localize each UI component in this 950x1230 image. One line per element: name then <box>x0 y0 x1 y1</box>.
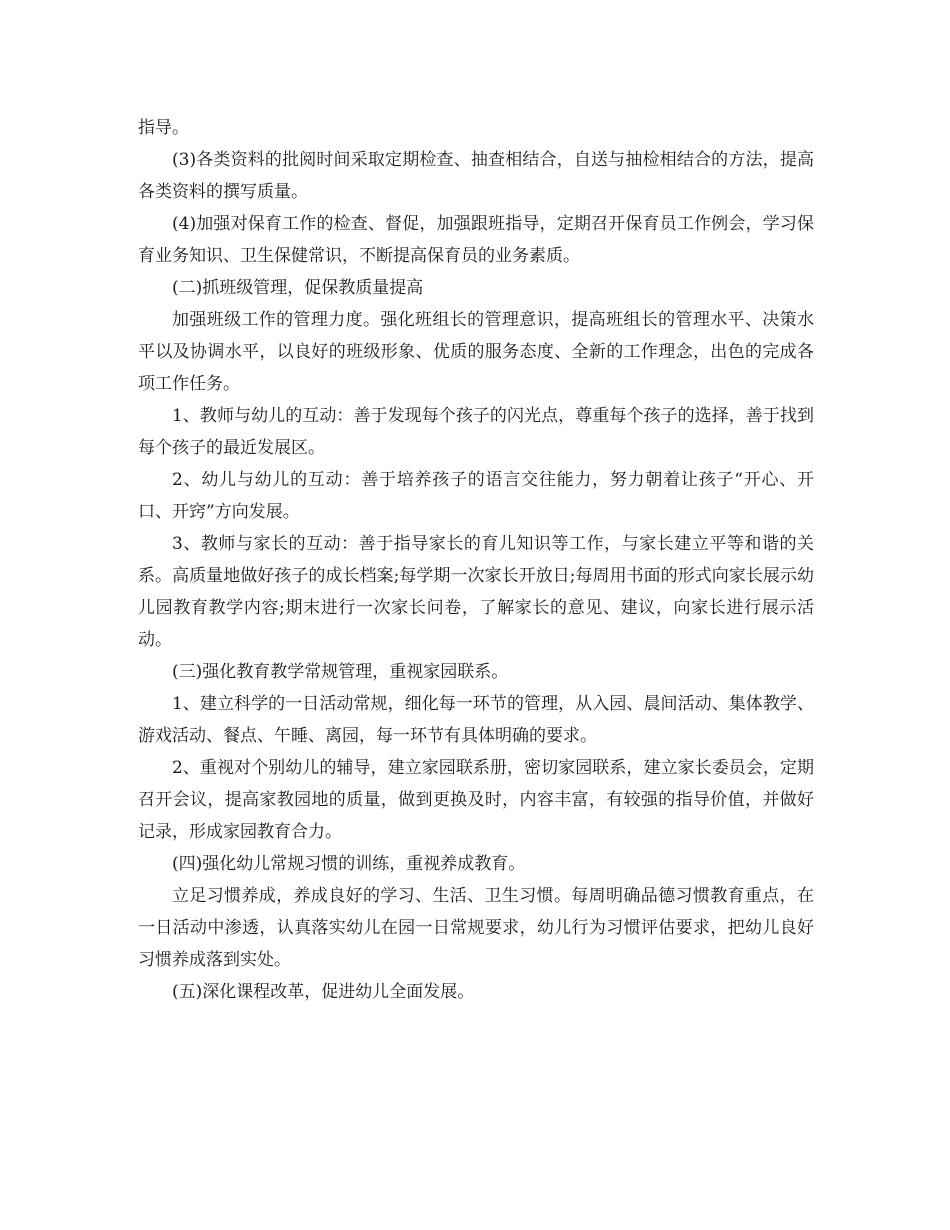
paragraph-item-3: (3)各类资料的批阅时间采取定期检查、抽查相结合，自送与抽检相结合的方法，提高各类资料的撰写质量。 <box>138 150 814 202</box>
paragraph-individual-guidance: 2、重视对个别幼儿的辅导，建立家园联系册，密切家园联系，建立家长委员会，定期召开会议，提高家教园地的质量，做到更换及时，内容丰富，有较强的指导价值，并做好记录，形成家园教育合力。 <box>138 758 814 842</box>
paragraph-habits: 立足习惯养成，养成良好的学习、生活、卫生习惯。每周明确品德习惯教育重点，在一日活动中渗透，认真落实幼儿在园一日常规要求，幼儿行为习惯评估要求，把幼儿良好习惯养成落到实处。 <box>138 886 814 970</box>
paragraph-class-management: 加强班级工作的管理力度。强化班组长的管理意识，提高班组长的管理水平、决策水平以及协调水平，以良好的班级形象、优质的服务态度、全新的工作理念，出色的完成各项工作任务。 <box>138 310 814 394</box>
paragraph-continuation: 指导。 <box>138 118 189 138</box>
paragraph-child-child: 2、幼儿与幼儿的互动：善于培养孩子的语言交往能力，努力朝着让孩子“开心、开口、开窍”方向发展。 <box>138 470 814 522</box>
paragraph-item-4: (4)加强对保育工作的检查、督促，加强跟班指导，定期召开保育员工作例会，学习保育业务知识、卫生保健常识，不断提高保育员的业务素质。 <box>138 214 814 266</box>
paragraph-teacher-child: 1、教师与幼儿的互动：善于发现每个孩子的闪光点，尊重每个孩子的选择，善于找到每个孩子的最近发展区。 <box>138 406 814 458</box>
section-heading-3: (三)强化教育教学常规管理，重视家园联系。 <box>172 662 509 682</box>
paragraph-daily-routine: 1、建立科学的一日活动常规，细化每一环节的管理，从入园、晨间活动、集体教学、游戏活动、餐点、午睡、离园，每一环节有具体明确的要求。 <box>138 694 814 746</box>
paragraph-teacher-parent: 3、教师与家长的互动：善于指导家长的育儿知识等工作，与家长建立平等和谐的关系。高质量地做好孩子的成长档案;每学期一次家长开放日;每周用书面的形式向家长展示幼儿园教育教学内容;期末进行一次家长问卷，了解家长的意见、建议，向家长进行展示活动。 <box>138 534 814 650</box>
document-body <box>138 112 814 1008</box>
section-heading-2: (二)抓班级管理，促保教质量提高 <box>172 278 424 298</box>
section-heading-4: (四)强化幼儿常规习惯的训练，重视养成教育。 <box>172 854 526 874</box>
section-heading-5: (五)深化课程改革，促进幼儿全面发展。 <box>172 982 475 1002</box>
